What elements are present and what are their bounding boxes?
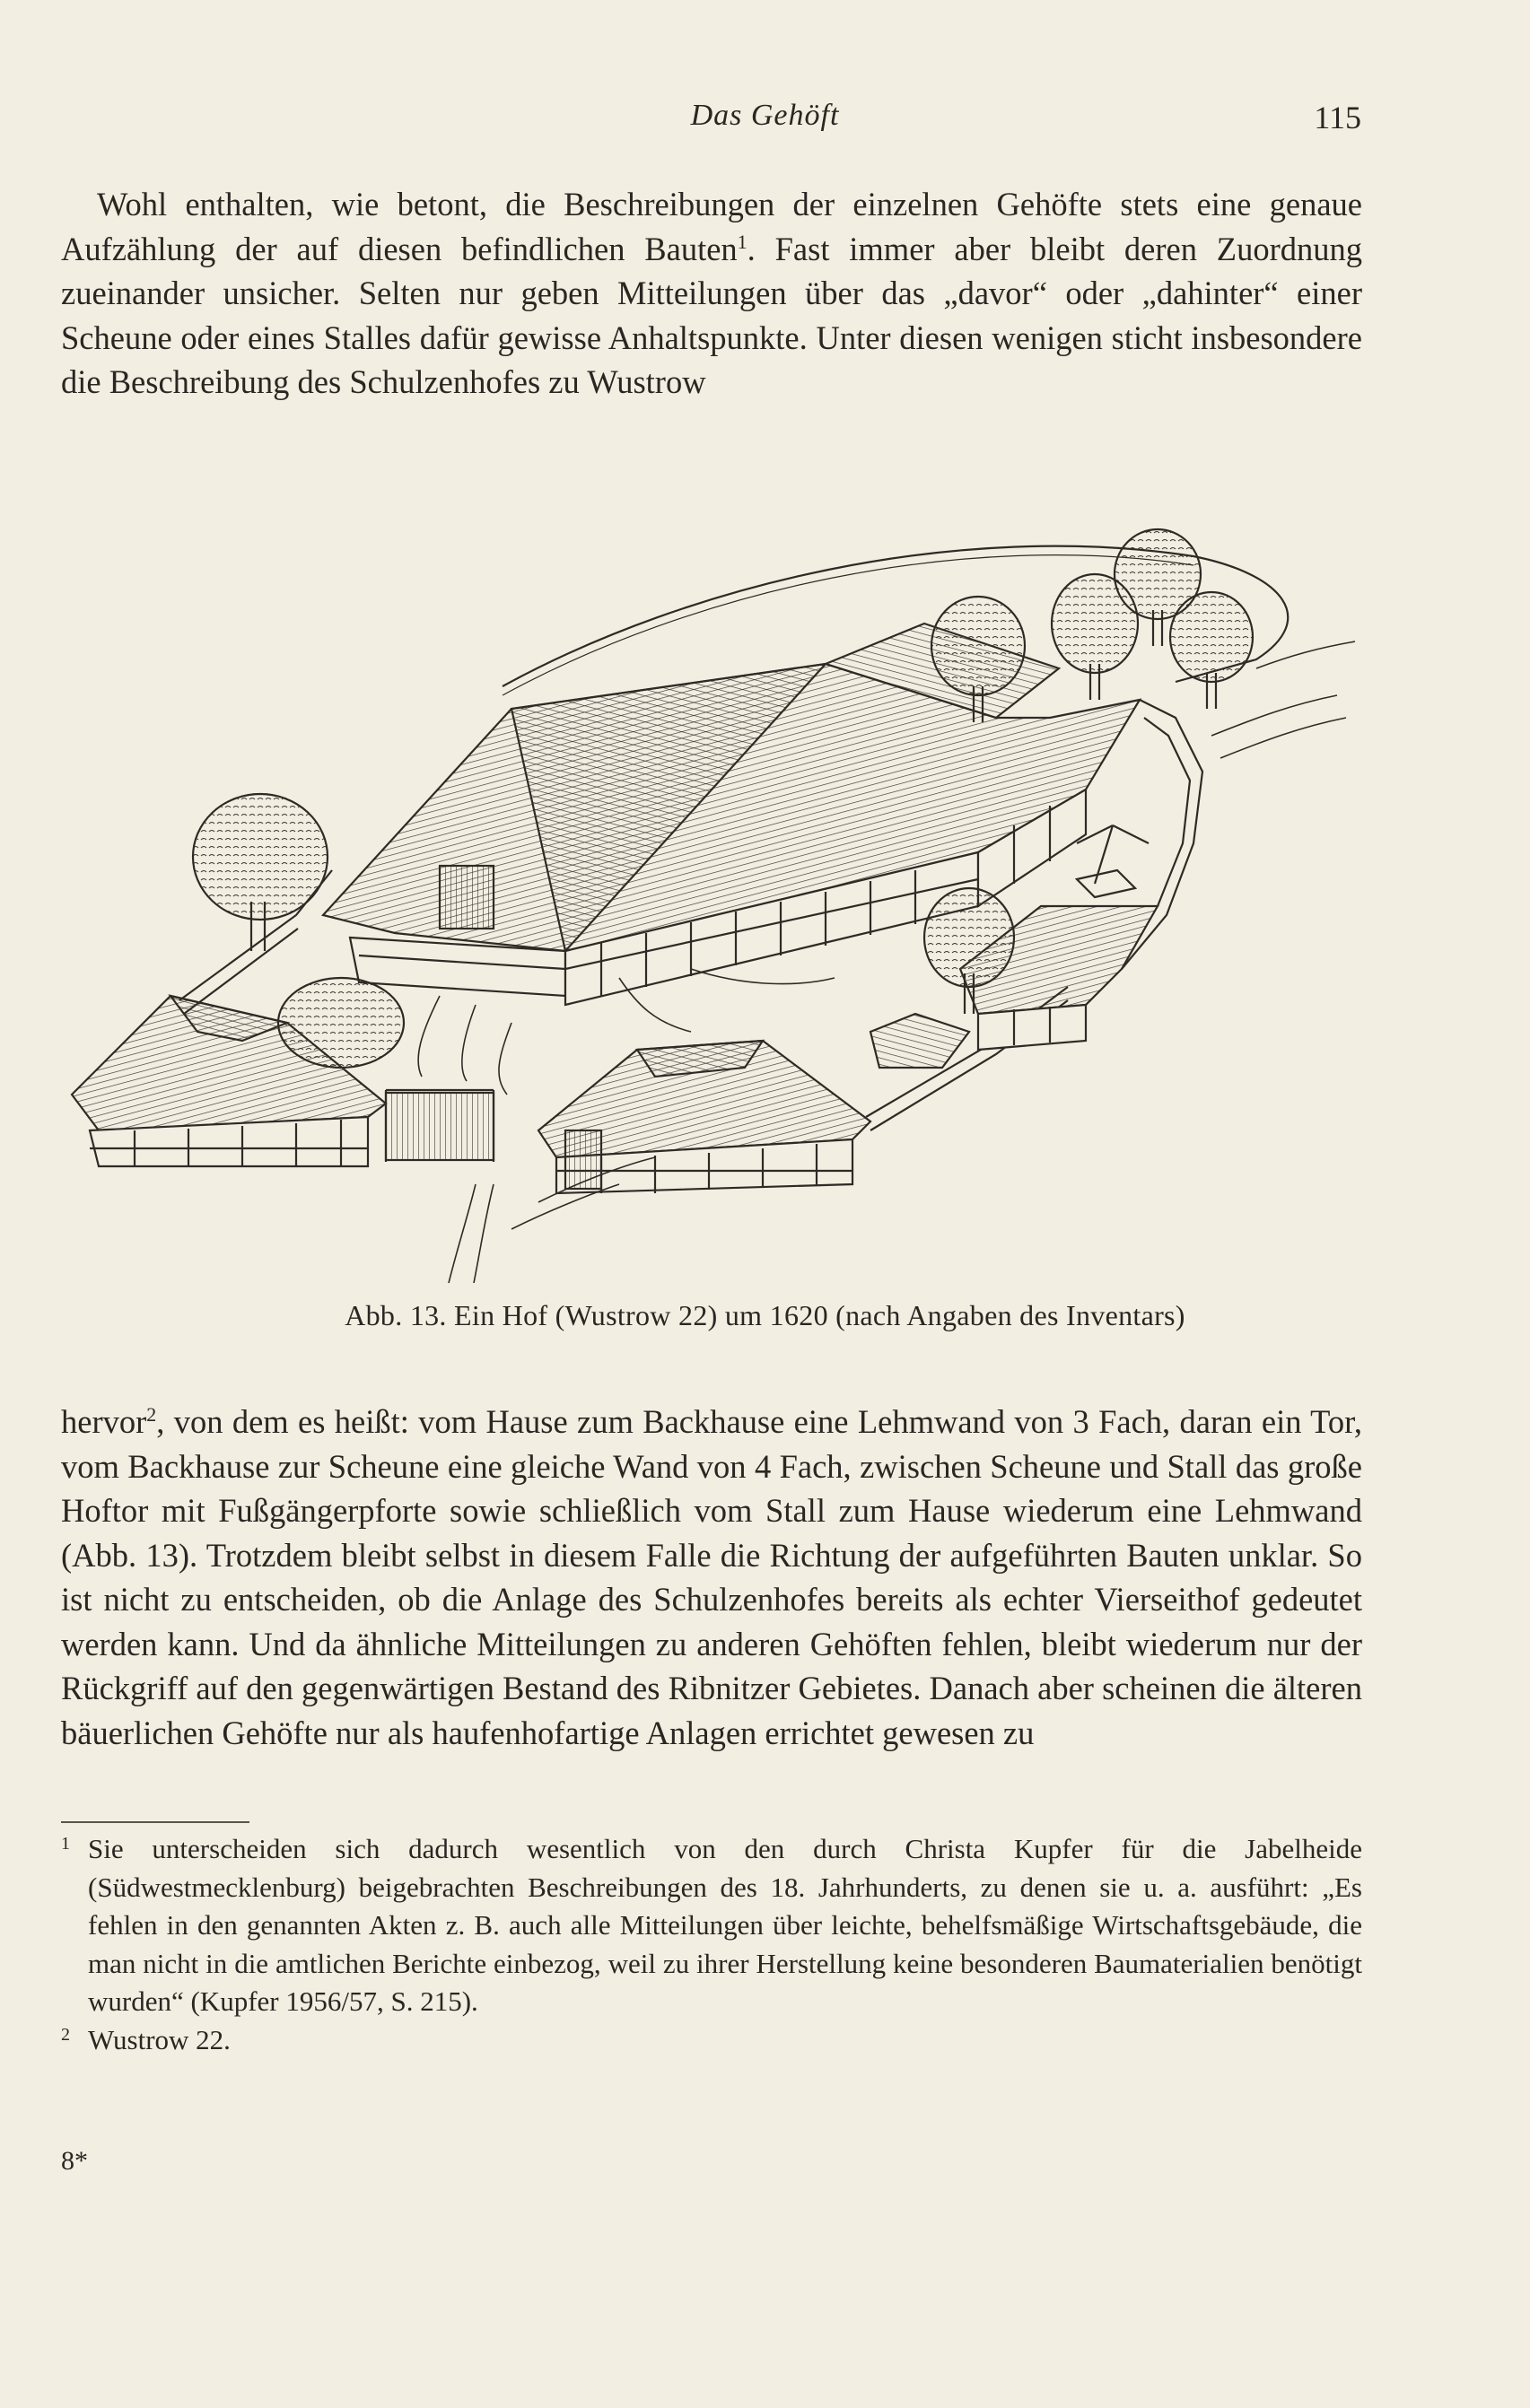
footnote-2 [61, 2021, 1362, 2060]
footnote-2-text: Wustrow 22. [88, 2023, 231, 2055]
paragraph-1-text-rest: . Fast immer aber bleibt deren Zuordnung zueinander unsicher. Selten nur geben Mitteilungen über das „davor“ oder „dahinter“ einer Scheune oder eines Stalles dafür gewisse Anhaltspunkte. Unter diesen wenigen sticht insbesondere die Beschreibung des Schulzenhofes zu Wustrow [61, 230, 1363, 400]
tree [193, 794, 328, 951]
footnote-ref-1: 1 [737, 230, 748, 253]
hoftor [386, 1090, 494, 1162]
stall [538, 1041, 870, 1193]
figure-caption: Abb. 13. Ein Hof (Wustrow 22) um 1620 (nach Angaben des Inventars) [345, 1299, 1185, 1331]
footnote-rule [61, 1821, 249, 1823]
paragraph-2-text: , von dem es heißt: vom Hause zum Backhause eine Lehmwand von 3 Fach, daran ein Tor, vom Backhause zur Scheune eine gleiche Wand von 4 Fach, zwischen Scheune und Stall das große Hoftor mit Fußgängerpforte sowie schließlich vom Stall zum Hause wiederum eine Lehmwand (Abb. 13). Trotzdem bleibt selbst in diesem Falle die Richtung der aufgeführten Bauten unklar. So ist nicht zu entscheiden, ob die Anlage des Schulzenhofes bereits als echter Vierseithof gedeutet werden kann. Und da ähnliche Mitteilungen zu anderen Gehöften fehlen, bleibt wiederum nur der Rückgriff auf den gegenwärtigen Bestand des Ribnitzer Gebietes. Danach aber scheinen die älteren bäuerlichen Gehöfte nur als haufenhofartige Anlagen errichtet gewesen zu [61, 1403, 1362, 1751]
running-head [0, 99, 1530, 144]
footnote-1-mark: 1 [61, 1834, 70, 1854]
paragraph-2-start: hervor [61, 1403, 147, 1440]
footnote-1 [61, 1830, 1362, 2021]
well [1077, 825, 1149, 897]
footnotes [61, 1830, 1362, 2059]
bush [278, 978, 404, 1068]
footnote-2-mark: 2 [61, 2024, 70, 2045]
tree [1170, 592, 1253, 709]
footnote-1-text: Sie unterscheiden sich dadurch wesentlich von den durch Christa Kupfer für die Jabelheide (Südwestmecklenburg) beigebrachten Beschreibungen des 18. Jahrhunderts, zu denen sie u. a. ausführt: „Es fehlen in den genannten Akten z. B. auch alle Mitteilungen über leichte, behelfsmäßige Wirtschaftsgebäude, die man nicht in die amtlichen Berichte einbezog, weil zu ihrer Herstellung keine besonderen Baumaterialien benötigt wurden“ (Kupfer 1956/57, S. 215). [88, 1833, 1362, 2017]
farmstead-illustration [63, 449, 1373, 1292]
farmstead-drawing [63, 449, 1373, 1292]
footnote-ref-2: 2 [146, 1402, 157, 1426]
paragraph-1-text: Wohl enthalten, wie betont, die Beschreibungen der einzelnen Gehöfte stets eine genaue Aufzählung der auf diesen befindlichen Bauten [61, 186, 1362, 267]
page-number: 115 [1314, 100, 1361, 135]
paragraph-2 [61, 1400, 1362, 1755]
small-shed [870, 1014, 969, 1068]
sheet-signature: 8* [61, 2146, 88, 2176]
paragraph-1 [61, 182, 1362, 405]
running-title: Das Gehöft [690, 99, 840, 132]
